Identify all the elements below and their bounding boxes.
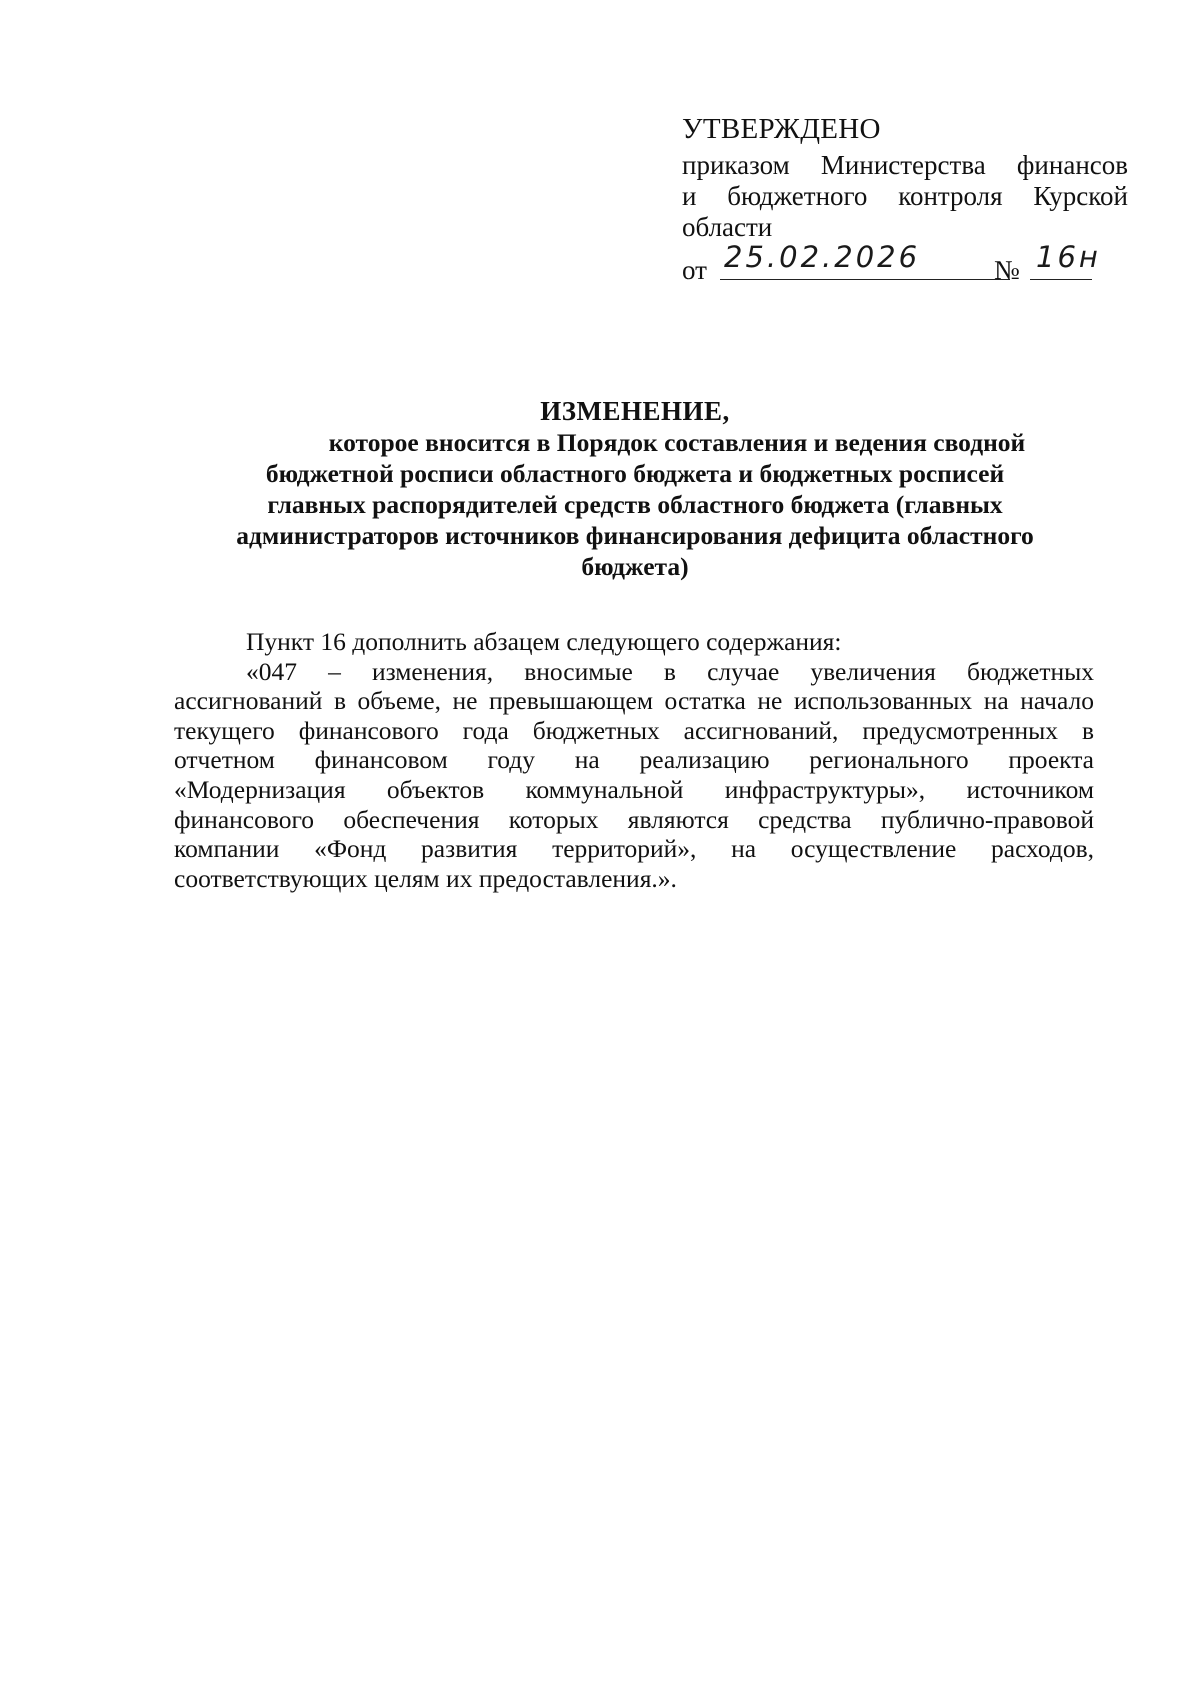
body-line: «047 – изменения, вносимые в случае увеличения бюджетных [246, 656, 1094, 686]
approval-line: приказом Министерства финансов [682, 150, 1128, 180]
approval-stamp-block [682, 114, 1128, 287]
document-title: ИЗМЕНЕНИЕ, [540, 396, 730, 426]
body-line: компании «Фонд развития территорий», на осуществление расходов, [174, 834, 1094, 864]
approval-line: области [682, 212, 773, 242]
title-line: главных распорядителей средств областного бюджета (главных [267, 490, 1003, 519]
date-prefix: от [682, 255, 707, 285]
body-line: ассигнований в объеме, не превышающем остатка не использованных на начало [174, 686, 1094, 716]
title-line: которое вносится в Порядок составления и ведения сводной [328, 428, 1026, 457]
number-underline-field [1030, 240, 1101, 280]
body-line: текущего финансового года бюджетных ассигнований, предусмотренных в [174, 715, 1094, 745]
approval-date-line [682, 240, 1128, 287]
body-line: соответствующих целям их предоставления.». [174, 863, 677, 893]
body-intro-paragraph: Пункт 16 дополнить абзацем следующего содержания: [246, 627, 842, 656]
title-line: бюджета) [581, 552, 689, 581]
title-line: администраторов источников финансирования дефицита областного [236, 521, 1034, 550]
document-title-block [170, 396, 1100, 582]
body-line: «Модернизация объектов коммунальной инфраструктуры», источником [174, 774, 1094, 804]
body-line: отчетном финансовом году на реализацию регионального проекта [174, 745, 1094, 775]
approval-heading: УТВЕРЖДЕНО [682, 113, 881, 145]
body-line: финансового обеспечения которых являются средства публично-правовой [174, 804, 1094, 834]
date-underline-field [720, 240, 1010, 280]
number-sign: № [994, 255, 1020, 285]
title-line: бюджетной росписи областного бюджета и бюджетных росписей [265, 459, 1005, 488]
handwritten-date: 25.02.2026 [724, 240, 921, 274]
approval-line: и бюджетного контроля Курской [682, 181, 1128, 211]
handwritten-number: 16н [1036, 240, 1101, 274]
document-body [174, 627, 1094, 893]
